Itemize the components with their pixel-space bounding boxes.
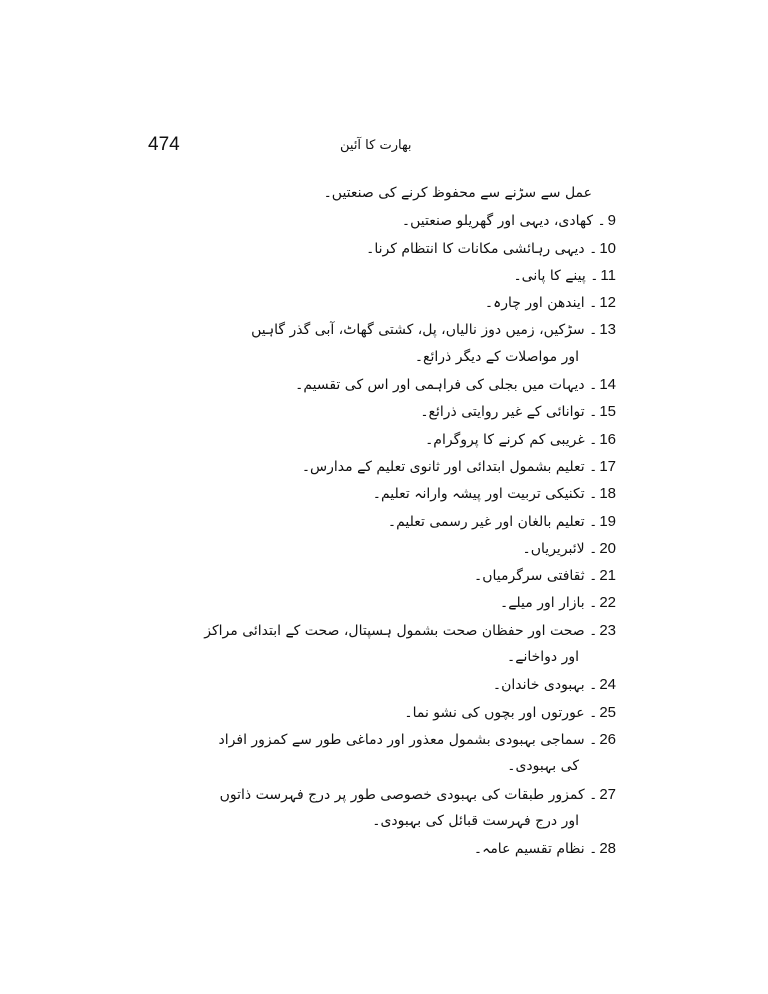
item-text: عمل سے سڑنے سے محفوظ کرنے کی صنعتیں۔ — [323, 185, 592, 201]
item-text: ۔ بازار اور میلے۔ — [500, 595, 598, 612]
item-text: اور دواخانے۔ — [507, 649, 579, 666]
item-number: 23 — [599, 621, 616, 639]
list-item — [270, 535, 616, 562]
item-text: ۔ بہبودی خاندان۔ — [492, 677, 598, 694]
list-item — [270, 426, 616, 453]
item-text: ۔ تعلیم بالغان اور غیر رسمی تعلیم۔ — [387, 513, 598, 530]
item-number: 14 — [599, 376, 616, 394]
item-number: 9 — [607, 212, 616, 230]
item-text: اور مواصلات کے دیگر ذرائع۔ — [414, 348, 579, 365]
list-item — [270, 207, 616, 234]
list-item — [270, 453, 616, 480]
item-number: 26 — [599, 730, 616, 748]
item-number: 28 — [599, 840, 616, 858]
item-text: ۔ نظام تقسیم عامہ۔ — [473, 841, 598, 858]
list-item — [270, 235, 616, 262]
item-text: ۔ سڑکیں، زمیں دوز نالیاں، پل، کشتی گھاٹ، آبی گذر گاہیں — [251, 322, 598, 339]
item-number: 20 — [599, 539, 616, 557]
item-text: ۔ ثقافتی سرگرمیاں۔ — [474, 568, 598, 585]
item-number: 10 — [599, 239, 616, 257]
running-header: بھارت کا آئین — [340, 138, 412, 153]
list-item — [270, 371, 616, 398]
item-number: 17 — [599, 457, 616, 475]
list-item — [270, 835, 616, 862]
list-item — [270, 671, 616, 698]
item-text: ۔ لائبریریاں۔ — [522, 540, 598, 557]
item-text: ۔ دیہات میں بجلی کی فراہمی اور اس کی تقسیم۔ — [295, 377, 598, 394]
item-text: ۔ کھادی، دیہی اور گھریلو صنعتیں۔ — [401, 213, 606, 230]
list-item — [270, 480, 616, 507]
list-item — [270, 289, 616, 316]
item-text: ۔ دیہی رہائشی مکانات کا انتظام کرنا۔ — [366, 240, 598, 257]
item-number: 16 — [599, 430, 616, 448]
item-text: ۔ صحت اور حفظان صحت بشمول ہسپتال، صحت کے ابتدائی مراکز — [204, 622, 598, 639]
list-item-continuation — [270, 644, 616, 671]
item-number: 19 — [599, 512, 616, 530]
item-number: 27 — [599, 785, 616, 803]
item-list — [204, 180, 616, 862]
list-item — [219, 781, 616, 808]
list-item-continuation — [270, 808, 616, 835]
item-number: 21 — [599, 567, 616, 585]
item-text: ۔ تعلیم بشمول ابتدائی اور ثانوی تعلیم کے مدارس۔ — [301, 458, 598, 475]
list-item — [218, 726, 616, 753]
page-number: 474 — [148, 134, 180, 155]
list-item — [270, 562, 616, 589]
item-text: ۔ ایندھن اور چارہ۔ — [484, 295, 598, 312]
item-text: ۔ غریبی کم کرنے کا پروگرام۔ — [425, 431, 598, 448]
list-item — [270, 398, 616, 425]
item-number: 12 — [599, 294, 616, 312]
item-number: 22 — [599, 594, 616, 612]
item-number: 18 — [599, 485, 616, 503]
list-item — [251, 316, 616, 343]
item-text: ۔ عورتوں اور بچوں کی نشو نما۔ — [404, 704, 598, 721]
item-text: کی بہبودی۔ — [507, 758, 579, 775]
item-text: اور درج فہرست قبائل کی بہبودی۔ — [372, 812, 579, 829]
list-item — [204, 617, 616, 644]
item-number: 25 — [599, 703, 616, 721]
item-text: ۔ پینے کا پانی۔ — [513, 267, 599, 284]
list-item — [270, 589, 616, 616]
item-text: ۔ کمزور طبقات کی بہبودی خصوصی طور پر درج فہرست ذاتوں — [219, 786, 598, 803]
list-item — [270, 180, 616, 207]
list-item — [270, 262, 616, 289]
list-item-continuation — [270, 344, 616, 371]
item-text: ۔ سماجی بہبودی بشمول معذور اور دماغی طور سے کمزور افراد — [218, 731, 598, 748]
item-number: 15 — [599, 403, 616, 421]
item-text: ۔ توانائی کے غیر روایتی ذرائع۔ — [420, 404, 598, 421]
item-number: 13 — [599, 321, 616, 339]
item-text: ۔ تکنیکی تربیت اور پیشہ وارانہ تعلیم۔ — [372, 486, 598, 503]
list-item — [270, 699, 616, 726]
item-number: 24 — [599, 676, 616, 694]
list-item-continuation — [270, 753, 616, 780]
list-item — [270, 508, 616, 535]
item-number: 11 — [600, 266, 616, 284]
